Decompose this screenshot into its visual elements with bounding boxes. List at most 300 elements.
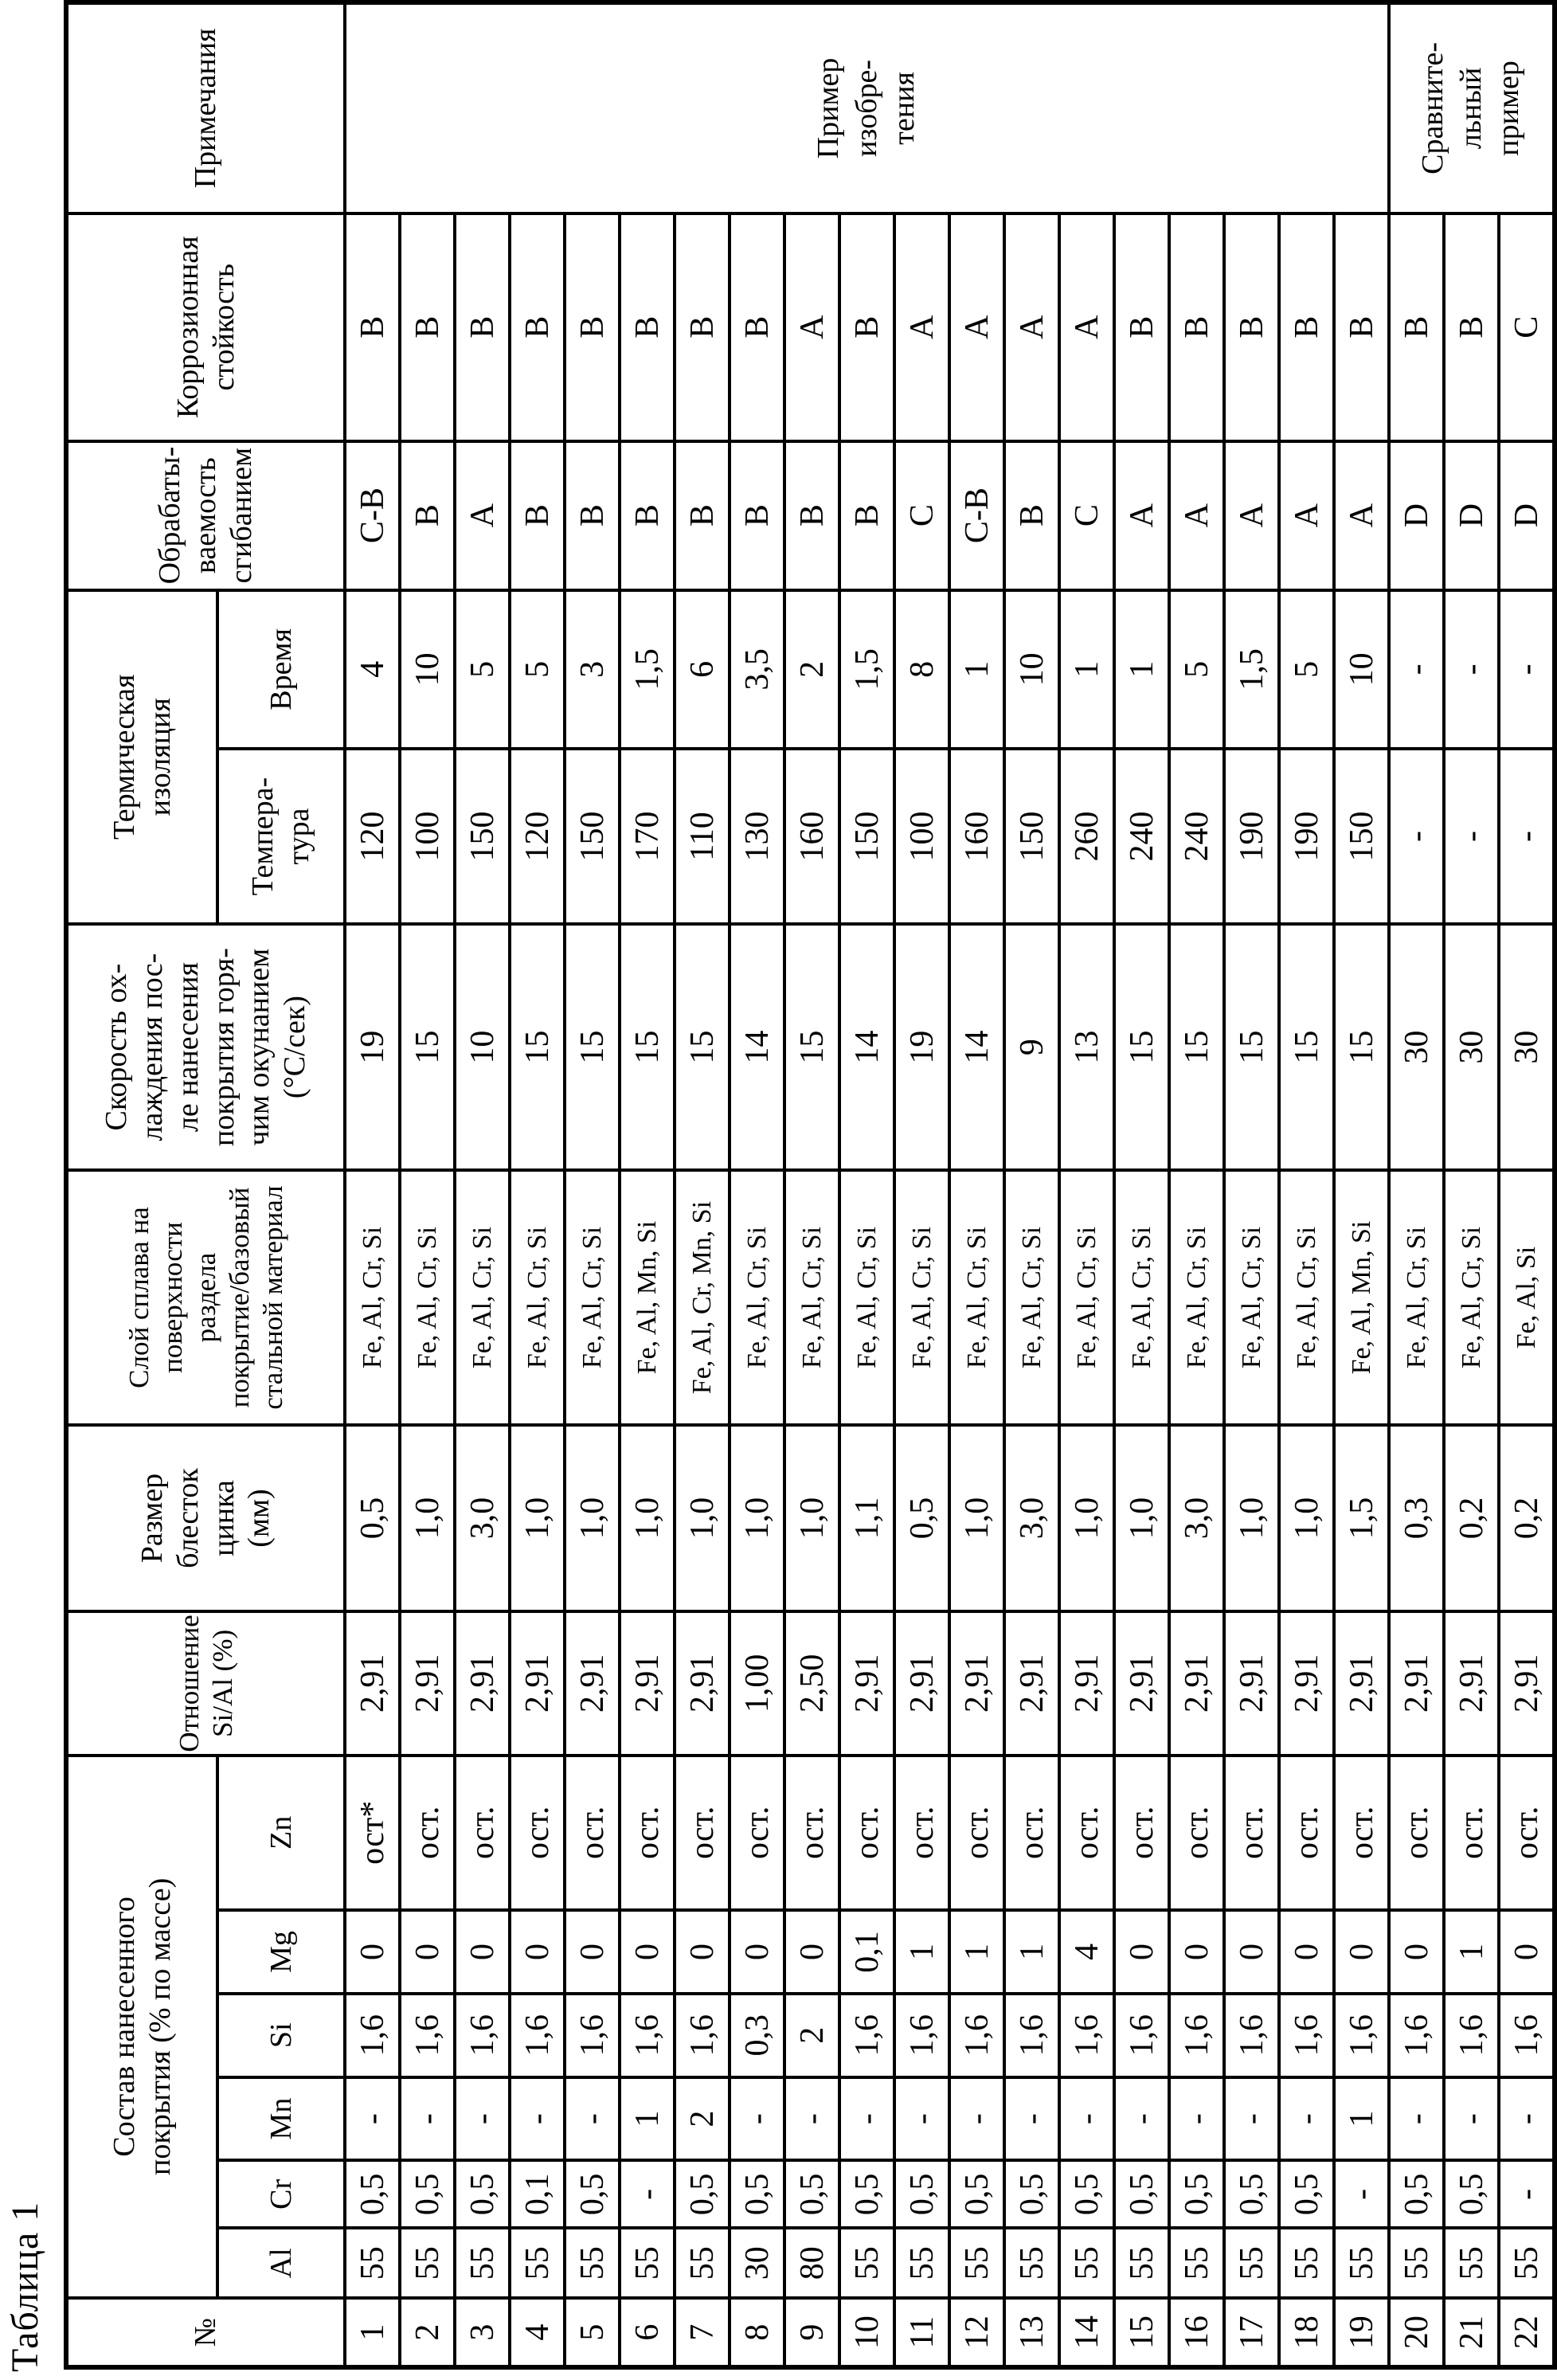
header-composition: Состав нанесенного покрытия (% по массе) [66, 1756, 217, 2299]
flake-cell: 3,0 [455, 1425, 510, 1612]
cooling-cell: 15 [620, 924, 675, 1170]
layer-cell: Fe, Al, Mn, Si [620, 1170, 675, 1424]
bend-cell: D [1499, 441, 1555, 590]
corr-cell: В [730, 213, 784, 441]
mn-cell: - [1444, 2077, 1499, 2161]
no-cell: 5 [565, 2298, 620, 2367]
mg-cell: 0 [1114, 1910, 1169, 1994]
no-cell: 11 [894, 2298, 949, 2367]
al-cell: 55 [1004, 2228, 1059, 2298]
si-cell: 1,6 [894, 1994, 949, 2077]
table-row [730, 2, 784, 2367]
no-cell: 12 [949, 2298, 1004, 2367]
mn-cell: - [1004, 2077, 1059, 2161]
time-cell: 1 [1114, 590, 1169, 750]
bend-cell: А [1279, 441, 1334, 590]
no-cell: 4 [510, 2298, 565, 2367]
header-row-top [66, 2, 217, 2367]
corr-cell: В [455, 213, 510, 441]
zn-cell: ост. [1004, 1756, 1059, 1911]
layer-cell: Fe, Al, Cr, Mn, Si [675, 1170, 730, 1424]
mg-cell: 0 [1389, 1910, 1444, 1994]
al-cell: 55 [1114, 2228, 1169, 2298]
mn-cell: - [730, 2077, 784, 2161]
zn-cell: ост. [1389, 1756, 1444, 1911]
bend-cell: С [894, 441, 949, 590]
cooling-cell: 15 [784, 924, 839, 1170]
cooling-cell: 14 [949, 924, 1004, 1170]
no-cell: 7 [675, 2298, 730, 2367]
mn-cell: - [510, 2077, 565, 2161]
notes-group-cell: Сравните- льный пример [1389, 2, 1555, 213]
corr-cell: В [1444, 213, 1499, 441]
flake-cell: 1,0 [1224, 1425, 1279, 1612]
no-cell: 16 [1169, 2298, 1224, 2367]
mn-cell: - [784, 2077, 839, 2161]
mg-cell: 1 [949, 1910, 1004, 1994]
layer-cell: Fe, Al, Cr, Si [1224, 1170, 1279, 1424]
header-alloy-layer: Слой сплава на поверхности раздела покрытие/базовый стальной материал [66, 1170, 345, 1424]
layer-cell: Fe, Al, Cr, Si [1059, 1170, 1114, 1424]
corr-cell: А [949, 213, 1004, 441]
flake-cell: 0,2 [1499, 1425, 1555, 1612]
al-cell: 55 [1169, 2228, 1224, 2298]
header-cr: Cr [217, 2160, 345, 2228]
no-cell: 14 [1059, 2298, 1114, 2367]
layer-cell: Fe, Al, Cr, Si [1004, 1170, 1059, 1424]
al-cell: 55 [510, 2228, 565, 2298]
corr-cell: В [400, 213, 455, 441]
data-table [64, 0, 1557, 2370]
time-cell: 3 [565, 590, 620, 750]
header-notes: Примечания [66, 2, 345, 213]
zn-cell: ост. [1444, 1756, 1499, 1911]
corr-cell: А [784, 213, 839, 441]
si-cell: 1,6 [1389, 1994, 1444, 2077]
mn-cell: - [1279, 2077, 1334, 2161]
mn-cell: - [839, 2077, 894, 2161]
time-cell: - [1389, 590, 1444, 750]
table-row [1224, 2, 1279, 2367]
temp-cell: 150 [565, 749, 620, 924]
cr-cell: 0,1 [510, 2160, 565, 2228]
cooling-cell: 19 [345, 924, 400, 1170]
bend-cell: А [1334, 441, 1389, 590]
time-cell: 1,5 [839, 590, 894, 750]
zn-cell: ост. [839, 1756, 894, 1911]
corr-cell: В [1224, 213, 1279, 441]
mg-cell: 0 [400, 1910, 455, 1994]
layer-cell: Fe, Al, Mn, Si [1334, 1170, 1389, 1424]
no-cell: 10 [839, 2298, 894, 2367]
ratio-cell: 2,91 [455, 1611, 510, 1755]
bend-cell: А [1114, 441, 1169, 590]
cr-cell: 0,5 [784, 2160, 839, 2228]
bend-cell: А [455, 441, 510, 590]
header-flake-size: Размер блесток цинка (мм) [66, 1425, 345, 1612]
table-row [1499, 2, 1555, 2367]
mg-cell: 0,1 [839, 1910, 894, 1994]
ratio-cell: 2,91 [1499, 1611, 1555, 1755]
corr-cell: В [1334, 213, 1389, 441]
zn-cell: ост. [510, 1756, 565, 1911]
no-cell: 18 [1279, 2298, 1334, 2367]
time-cell: 10 [1004, 590, 1059, 750]
flake-cell: 1,0 [620, 1425, 675, 1612]
ratio-cell: 2,91 [400, 1611, 455, 1755]
mg-cell: 1 [1444, 1910, 1499, 1994]
zn-cell: ост* [345, 1756, 400, 1911]
cr-cell: 0,5 [730, 2160, 784, 2228]
layer-cell: Fe, Al, Cr, Si [784, 1170, 839, 1424]
cooling-cell: 15 [1279, 924, 1334, 1170]
layer-cell: Fe, Al, Cr, Si [1444, 1170, 1499, 1424]
al-cell: 55 [345, 2228, 400, 2298]
flake-cell: 1,0 [565, 1425, 620, 1612]
cr-cell: 0,5 [345, 2160, 400, 2228]
no-cell: 8 [730, 2298, 784, 2367]
bend-cell: С-В [949, 441, 1004, 590]
flake-cell: 1,0 [400, 1425, 455, 1612]
header-ratio: Отношение Si/Al (%) [66, 1611, 345, 1755]
cooling-cell: 30 [1444, 924, 1499, 1170]
header-cooling-rate: Скорость ох- лаждения пос- ле нанесения покрытия горя- чим окунанием (°С/сек) [66, 924, 345, 1170]
corr-cell: В [675, 213, 730, 441]
cooling-cell: 30 [1389, 924, 1444, 1170]
corr-cell: В [620, 213, 675, 441]
time-cell: 2 [784, 590, 839, 750]
mn-cell: - [1059, 2077, 1114, 2161]
zn-cell: ост. [1279, 1756, 1334, 1911]
corr-cell: А [894, 213, 949, 441]
table-row [1004, 2, 1059, 2367]
no-cell: 19 [1334, 2298, 1389, 2367]
cooling-cell: 13 [1059, 924, 1114, 1170]
no-cell: 2 [400, 2298, 455, 2367]
header-al: Al [217, 2228, 345, 2298]
si-cell: 1,6 [345, 1994, 400, 2077]
cr-cell: 0,5 [1004, 2160, 1059, 2228]
bend-cell: С-В [345, 441, 400, 590]
cooling-cell: 30 [1499, 924, 1555, 1170]
corr-cell: В [1169, 213, 1224, 441]
ratio-cell: 2,91 [839, 1611, 894, 1755]
layer-cell: Fe, Al, Cr, Si [510, 1170, 565, 1424]
mg-cell: 0 [1499, 1910, 1555, 1994]
mg-cell: 4 [1059, 1910, 1114, 1994]
ratio-cell: 1,00 [730, 1611, 784, 1755]
no-cell: 13 [1004, 2298, 1059, 2367]
temp-cell: - [1389, 749, 1444, 924]
time-cell: 10 [1334, 590, 1389, 750]
flake-cell: 0,5 [894, 1425, 949, 1612]
cr-cell: 0,5 [949, 2160, 1004, 2228]
si-cell: 1,6 [1499, 1994, 1555, 2077]
mn-cell: 1 [620, 2077, 675, 2161]
header-si: Si [217, 1994, 345, 2077]
cr-cell: 0,5 [1444, 2160, 1499, 2228]
corr-cell: В [1114, 213, 1169, 441]
layer-cell: Fe, Al, Cr, Si [1169, 1170, 1224, 1424]
ratio-cell: 2,91 [949, 1611, 1004, 1755]
mn-cell: - [455, 2077, 510, 2161]
mg-cell: 0 [565, 1910, 620, 1994]
layer-cell: Fe, Al, Cr, Si [839, 1170, 894, 1424]
bend-cell: С [1059, 441, 1114, 590]
flake-cell: 0,5 [345, 1425, 400, 1612]
temp-cell: 160 [784, 749, 839, 924]
corr-cell: В [510, 213, 565, 441]
si-cell: 1,6 [1224, 1994, 1279, 2077]
flake-cell: 0,3 [1389, 1425, 1444, 1612]
al-cell: 55 [1334, 2228, 1389, 2298]
cooling-cell: 15 [565, 924, 620, 1170]
si-cell: 1,6 [1059, 1994, 1114, 2077]
corr-cell: С [1499, 213, 1555, 441]
cr-cell: 0,5 [839, 2160, 894, 2228]
temp-cell: - [1499, 749, 1555, 924]
si-cell: 1,6 [455, 1994, 510, 2077]
bend-cell: В [839, 441, 894, 590]
mn-cell: - [1389, 2077, 1444, 2161]
table-row [345, 2, 400, 2367]
cooling-cell: 15 [400, 924, 455, 1170]
no-cell: 17 [1224, 2298, 1279, 2367]
al-cell: 55 [675, 2228, 730, 2298]
temp-cell: 110 [675, 749, 730, 924]
ratio-cell: 2,91 [345, 1611, 400, 1755]
layer-cell: Fe, Al, Cr, Si [565, 1170, 620, 1424]
layer-cell: Fe, Al, Cr, Si [949, 1170, 1004, 1424]
time-cell: 8 [894, 590, 949, 750]
si-cell: 2 [784, 1994, 839, 2077]
ratio-cell: 2,91 [1279, 1611, 1334, 1755]
temp-cell: 190 [1279, 749, 1334, 924]
mn-cell: 2 [675, 2077, 730, 2161]
al-cell: 55 [839, 2228, 894, 2298]
ratio-cell: 2,91 [894, 1611, 949, 1755]
mg-cell: 0 [730, 1910, 784, 1994]
time-cell: 5 [1279, 590, 1334, 750]
al-cell: 30 [730, 2228, 784, 2298]
al-cell: 55 [894, 2228, 949, 2298]
bend-cell: В [565, 441, 620, 590]
flake-cell: 1,0 [1279, 1425, 1334, 1612]
mn-cell: - [894, 2077, 949, 2161]
flake-cell: 1,0 [949, 1425, 1004, 1612]
si-cell: 1,6 [1169, 1994, 1224, 2077]
header-mg: Mg [217, 1910, 345, 1994]
layer-cell: Fe, Al, Cr, Si [1114, 1170, 1169, 1424]
temp-cell: - [1444, 749, 1499, 924]
mg-cell: 0 [345, 1910, 400, 1994]
mg-cell: 0 [784, 1910, 839, 1994]
bend-cell: А [1169, 441, 1224, 590]
flake-cell: 1,0 [1059, 1425, 1114, 1612]
mg-cell: 1 [1004, 1910, 1059, 1994]
mn-cell: - [1499, 2077, 1555, 2161]
si-cell: 1,6 [1334, 1994, 1389, 2077]
cr-cell: 0,5 [565, 2160, 620, 2228]
temp-cell: 260 [1059, 749, 1114, 924]
layer-cell: Fe, Al, Cr, Si [345, 1170, 400, 1424]
cr-cell: 0,5 [1169, 2160, 1224, 2228]
table-row [1059, 2, 1114, 2367]
no-cell: 6 [620, 2298, 675, 2367]
time-cell: 6 [675, 590, 730, 750]
zn-cell: ост. [784, 1756, 839, 1911]
bend-cell: В [510, 441, 565, 590]
zn-cell: ост. [1334, 1756, 1389, 1911]
table-body [345, 2, 1555, 2367]
bend-cell: В [1004, 441, 1059, 590]
time-cell: 1 [949, 590, 1004, 750]
time-cell: - [1444, 590, 1499, 750]
ratio-cell: 2,91 [1114, 1611, 1169, 1755]
table-row [675, 2, 730, 2367]
cooling-cell: 15 [675, 924, 730, 1170]
si-cell: 1,6 [1114, 1994, 1169, 2077]
al-cell: 55 [1389, 2228, 1444, 2298]
si-cell: 1,6 [400, 1994, 455, 2077]
mn-cell: - [565, 2077, 620, 2161]
layer-cell: Fe, Al, Cr, Si [1389, 1170, 1444, 1424]
mg-cell: 0 [620, 1910, 675, 1994]
cr-cell: 0,5 [1114, 2160, 1169, 2228]
time-cell: 1,5 [1224, 590, 1279, 750]
layer-cell: Fe, Al, Cr, Si [730, 1170, 784, 1424]
temp-cell: 120 [510, 749, 565, 924]
table-row [1169, 2, 1224, 2367]
zn-cell: ост. [730, 1756, 784, 1911]
ratio-cell: 2,91 [1169, 1611, 1224, 1755]
ratio-cell: 2,91 [1334, 1611, 1389, 1755]
cr-cell: 0,5 [1279, 2160, 1334, 2228]
table-row [784, 2, 839, 2367]
zn-cell: ост. [1059, 1756, 1114, 1911]
mn-cell: 1 [1334, 2077, 1389, 2161]
ratio-cell: 2,91 [620, 1611, 675, 1755]
cr-cell: 0,5 [675, 2160, 730, 2228]
zn-cell: ост. [1224, 1756, 1279, 1911]
bend-cell: В [400, 441, 455, 590]
corr-cell: В [1389, 213, 1444, 441]
flake-cell: 3,0 [1004, 1425, 1059, 1612]
table-row [400, 2, 455, 2367]
temp-cell: 100 [400, 749, 455, 924]
cr-cell: 0,5 [1224, 2160, 1279, 2228]
ratio-cell: 2,50 [784, 1611, 839, 1755]
corr-cell: А [1004, 213, 1059, 441]
time-cell: 5 [1169, 590, 1224, 750]
table-row [839, 2, 894, 2367]
corr-cell: В [565, 213, 620, 441]
ratio-cell: 2,91 [1004, 1611, 1059, 1755]
mg-cell: 0 [1169, 1910, 1224, 1994]
zn-cell: ост. [620, 1756, 675, 1911]
table-row [1279, 2, 1334, 2367]
temp-cell: 170 [620, 749, 675, 924]
no-cell: 1 [345, 2298, 400, 2367]
al-cell: 55 [400, 2228, 455, 2298]
zn-cell: ост. [949, 1756, 1004, 1911]
header-thermal-insulation: Термическая изоляция [66, 590, 217, 924]
zn-cell: ост. [1499, 1756, 1555, 1911]
temp-cell: 130 [730, 749, 784, 924]
table-header [66, 2, 345, 2367]
cr-cell: - [1499, 2160, 1555, 2228]
layer-cell: Fe, Al, Si [1499, 1170, 1555, 1424]
temp-cell: 100 [894, 749, 949, 924]
cooling-cell: 15 [1169, 924, 1224, 1170]
time-cell: 10 [400, 590, 455, 750]
corr-cell: В [1279, 213, 1334, 441]
table-row [455, 2, 510, 2367]
temp-cell: 150 [839, 749, 894, 924]
table-row [1444, 2, 1499, 2367]
table-row [620, 2, 675, 2367]
temp-cell: 160 [949, 749, 1004, 924]
table-caption: Таблица 1 [4, 2201, 46, 2372]
temp-cell: 150 [1334, 749, 1389, 924]
zn-cell: ост. [894, 1756, 949, 1911]
al-cell: 55 [620, 2228, 675, 2298]
time-cell: 1 [1059, 590, 1114, 750]
no-cell: 20 [1389, 2298, 1444, 2367]
al-cell: 55 [1059, 2228, 1114, 2298]
mg-cell: 0 [1224, 1910, 1279, 1994]
table-row [1334, 2, 1389, 2367]
al-cell: 55 [1444, 2228, 1499, 2298]
si-cell: 0,3 [730, 1994, 784, 2077]
layer-cell: Fe, Al, Cr, Si [455, 1170, 510, 1424]
temp-cell: 120 [345, 749, 400, 924]
mn-cell: - [400, 2077, 455, 2161]
header-temperature: Темпера- тура [217, 749, 345, 924]
si-cell: 1,6 [565, 1994, 620, 2077]
time-cell: 1,5 [620, 590, 675, 750]
temp-cell: 150 [455, 749, 510, 924]
ratio-cell: 2,91 [565, 1611, 620, 1755]
layer-cell: Fe, Al, Cr, Si [894, 1170, 949, 1424]
no-cell: 21 [1444, 2298, 1499, 2367]
temp-cell: 190 [1224, 749, 1279, 924]
time-cell: 5 [510, 590, 565, 750]
layer-cell: Fe, Al, Cr, Si [400, 1170, 455, 1424]
al-cell: 55 [455, 2228, 510, 2298]
cooling-cell: 14 [730, 924, 784, 1170]
ratio-cell: 2,91 [675, 1611, 730, 1755]
mn-cell: - [1224, 2077, 1279, 2161]
flake-cell: 1,5 [1334, 1425, 1389, 1612]
si-cell: 1,6 [675, 1994, 730, 2077]
mg-cell: 0 [455, 1910, 510, 1994]
cooling-cell: 15 [510, 924, 565, 1170]
si-cell: 1,6 [839, 1994, 894, 2077]
cooling-cell: 14 [839, 924, 894, 1170]
cooling-cell: 9 [1004, 924, 1059, 1170]
no-cell: 22 [1499, 2298, 1555, 2367]
header-corrosion: Коррозионная стойкость [66, 213, 345, 441]
mg-cell: 0 [1279, 1910, 1334, 1994]
zn-cell: ост. [455, 1756, 510, 1911]
ratio-cell: 2,91 [1389, 1611, 1444, 1755]
ratio-cell: 2,91 [1059, 1611, 1114, 1755]
al-cell: 55 [949, 2228, 1004, 2298]
si-cell: 1,6 [510, 1994, 565, 2077]
flake-cell: 0,2 [1444, 1425, 1499, 1612]
corr-cell: В [839, 213, 894, 441]
